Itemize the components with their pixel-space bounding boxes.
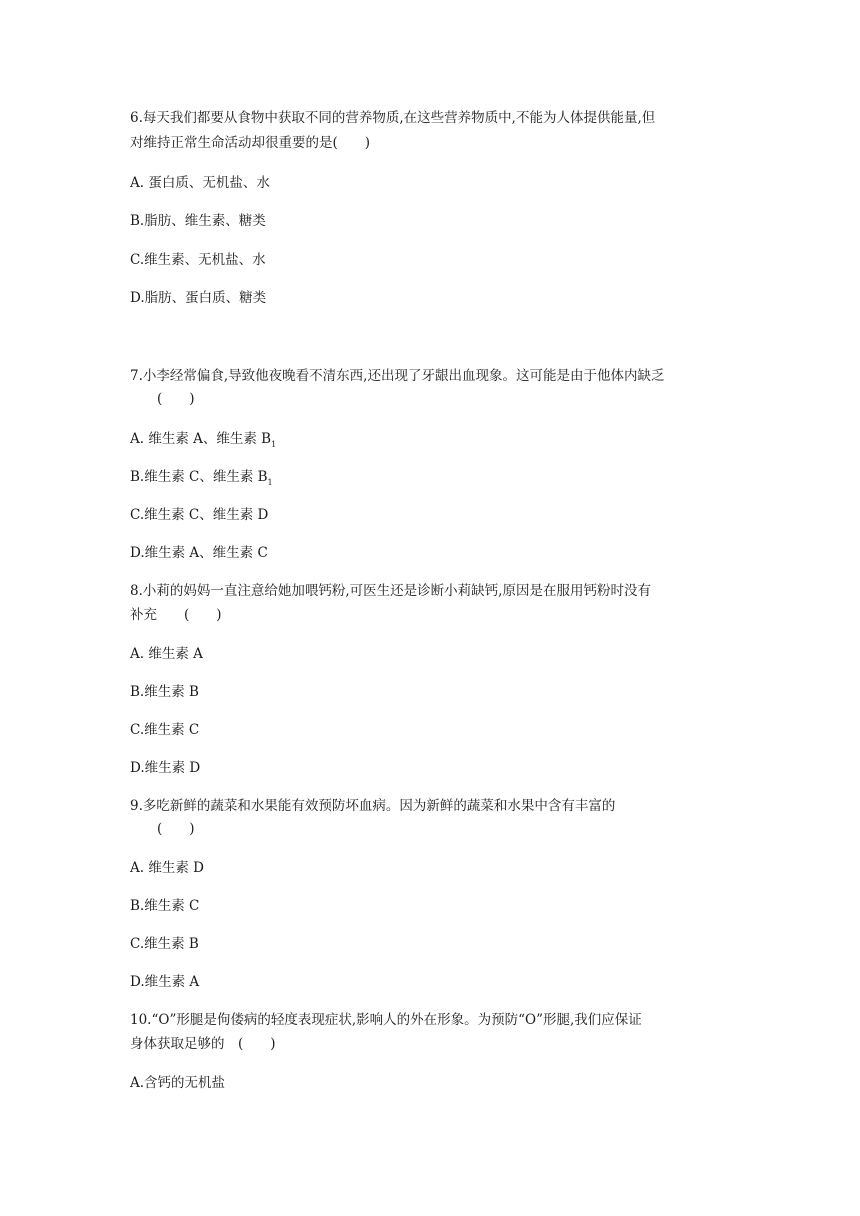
question-9-option-b: B.维生素 C [130, 898, 200, 914]
question-6-option-c: C.维生素、无机盐、水 [130, 252, 266, 268]
question-6-stem-line-2: 对维持正常生命活动却很重要的是( ) [130, 135, 371, 151]
question-6-option-d: D.脂肪、蛋白质、糖类 [130, 290, 267, 306]
question-8-option-a: A. 维生素 A [130, 646, 203, 662]
question-7-stem-line-1: 7.小李经常偏食,导致他夜晚看不清东西,还出现了牙龈出血现象。这可能是由于他体内缺乏 [130, 368, 665, 384]
question-7-stem-line-2: ( ) [130, 391, 195, 407]
question-6-option-b: B.脂肪、维生素、糖类 [130, 213, 266, 229]
question-8-option-b: B.维生素 B [130, 684, 199, 700]
question-8-option-d: D.维生素 D [130, 760, 201, 776]
question-7-option-c: C.维生素 C、维生素 D [130, 507, 269, 523]
question-7-option-b-text: B.维生素 C、维生素 B [130, 469, 268, 485]
question-10-option-a: A.含钙的无机盐 [130, 1075, 226, 1091]
question-9-option-a: A. 维生素 D [130, 860, 204, 876]
question-8-option-c: C.维生素 C [130, 722, 200, 738]
question-6-option-a: A. 蛋白质、无机盐、水 [130, 175, 270, 191]
question-7-option-a-subscript: 1 [271, 440, 277, 449]
question-7-option-a [130, 429, 276, 451]
question-10-stem-line-1: 10.“O”形腿是佝偻病的轻度表现症状,影响人的外在形象。为预防“O”形腿,我们应保证 [130, 1012, 642, 1028]
question-8-stem-line-1: 8.小莉的妈妈一直注意给她加喂钙粉,可医生还是诊断小莉缺钙,原因是在服用钙粉时没有 [130, 583, 651, 599]
question-9-stem-line-1: 9.多吃新鲜的蔬菜和水果能有效预防坏血病。因为新鲜的蔬菜和水果中含有丰富的 [130, 798, 616, 814]
question-7-option-a-text: A. 维生素 A、维生素 B [130, 431, 272, 447]
question-6-stem-line-1: 6.每天我们都要从食物中获取不同的营养物质,在这些营养物质中,不能为人体提供能量,但 [130, 110, 656, 126]
question-9-option-d: D.维生素 A [130, 974, 200, 990]
question-8-stem-line-2: 补充 ( ) [130, 607, 222, 623]
question-9-stem-line-2: ( ) [130, 821, 195, 837]
question-7-option-d: D.维生素 A、维生素 C [130, 545, 268, 561]
question-9-option-c: C.维生素 B [130, 936, 199, 952]
question-10-stem-line-2: 身体获取足够的 ( ) [130, 1036, 276, 1052]
question-7-option-b [130, 467, 273, 489]
question-7-option-b-subscript: 1 [267, 478, 273, 487]
